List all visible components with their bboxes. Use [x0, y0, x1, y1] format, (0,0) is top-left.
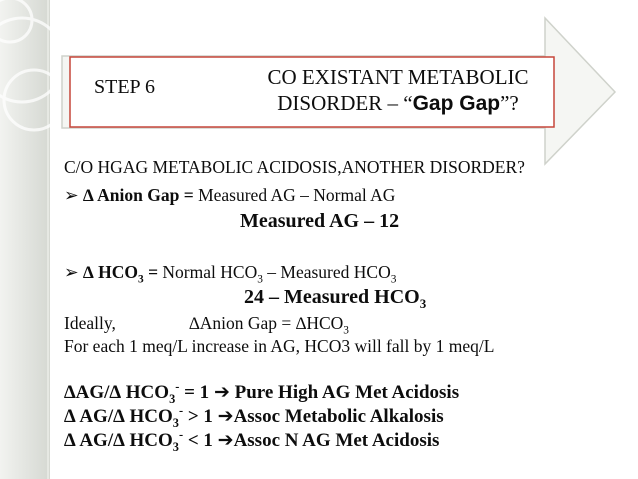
bullet-anion-gap [64, 185, 395, 206]
anion-gap-definition: Measured AG – Normal AG [193, 185, 396, 205]
right-arrow-icon: ➔ [213, 381, 230, 403]
right-arrow-icon: ➔ [217, 405, 234, 427]
hco3-definition: Normal $HCO_3$ – Measured $HCO_3$ [158, 262, 397, 286]
ratio-row-less: ∆ AG/∆ $HCO_3^- < 1$ ➔Assoc N AG Met Acidosis [64, 427, 440, 454]
title-line-1: CO EXISTANT METABOLIC [267, 65, 529, 89]
bullet-arrow-icon: ➢ [64, 262, 79, 282]
slide-title [228, 64, 568, 117]
anion-gap-label: ∆ Anion Gap = [83, 185, 194, 205]
bullet-arrow-icon: ➢ [64, 185, 79, 205]
gap-gap-emphasis: Gap Gap [412, 92, 501, 115]
step-label: STEP 6 [94, 76, 155, 98]
ratio-row-greater: ∆ AG/∆ $HCO_3^- > 1$ ➔Assoc Metabolic Alkalosis [64, 403, 444, 430]
formula-24-minus-hco3: 24 – Measured $HCO_3$ [244, 286, 427, 311]
bullet-hco3 [64, 262, 397, 286]
intro-line: C/O HGAG METABOLIC ACIDOSIS,ANOTHER DISORDER? [64, 157, 525, 177]
ideally-equation: ∆Anion Gap = $\Delta HCO_3$ [189, 313, 349, 337]
hco3-label: ∆ $HCO_3$ = [83, 262, 159, 286]
title-line-2: DISORDER – “Gap Gap”? [277, 91, 519, 115]
ideally-line [64, 313, 349, 337]
each-meq-line: For each 1 meq/L increase in AG, HCO3 will fall by 1 meq/L [64, 336, 495, 356]
ratio-row-equal: ∆AG/∆ $HCO_3^- = 1$ ➔ Pure High AG Met Acidosis [64, 379, 460, 406]
right-arrow-icon: ➔ [217, 429, 234, 451]
formula-measured-ag: Measured AG – 12 [240, 210, 400, 232]
ideally-label: Ideally, [64, 313, 116, 333]
